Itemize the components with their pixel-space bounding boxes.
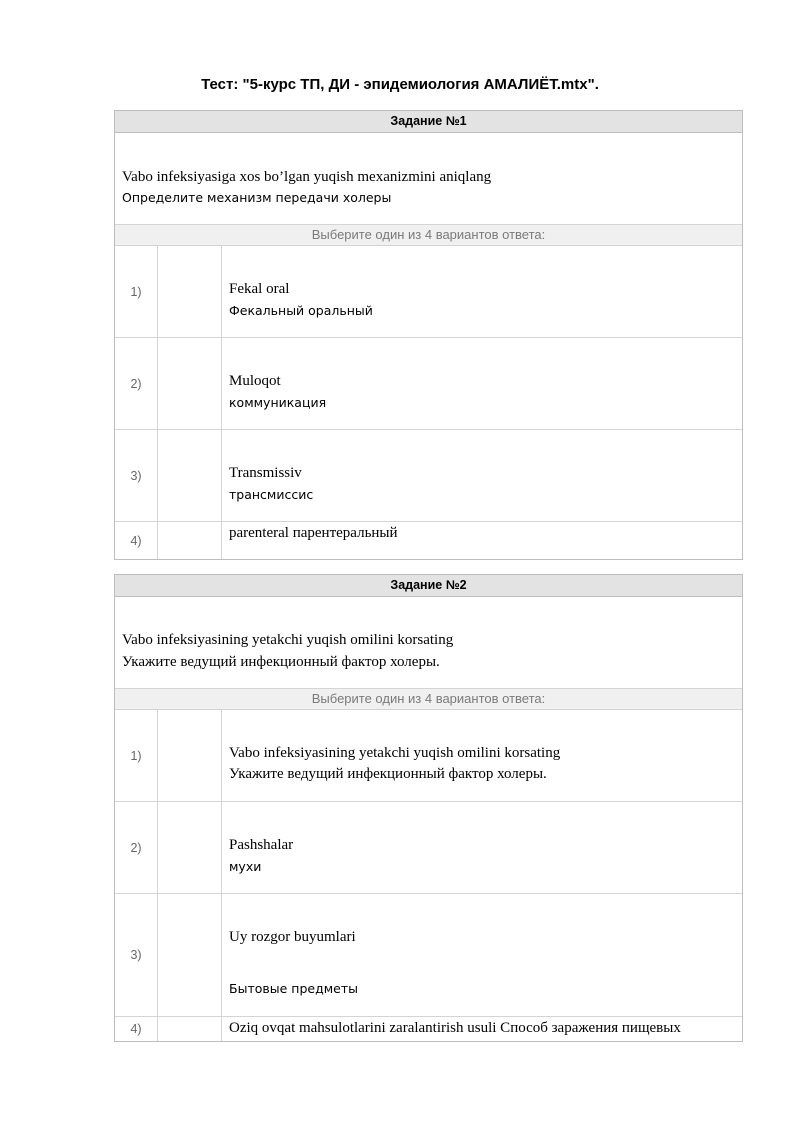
answer-option-4[interactable] — [115, 1017, 742, 1041]
answer-option-3[interactable] — [115, 430, 742, 522]
option-text-uz: Uy rozgor buyumlari — [229, 929, 356, 945]
option-text-uz: parenteral парентеральный — [229, 525, 398, 541]
question-ru: Определите механизм передачи холеры — [122, 190, 392, 205]
option-answer-cell[interactable] — [158, 802, 222, 893]
option-number: 2) — [115, 802, 158, 893]
option-number: 1) — [115, 710, 158, 801]
option-text — [222, 338, 742, 429]
option-text-ru: коммуникация — [229, 395, 327, 410]
option-text — [222, 1017, 742, 1041]
option-text-uz: Vabo infeksiyasining yetakchi yuqish omilini korsating — [229, 745, 561, 761]
option-text — [222, 246, 742, 337]
option-answer-cell[interactable] — [158, 430, 222, 521]
answer-instruction: Выберите один из 4 вариантов ответа: — [115, 689, 742, 710]
task-header: Задание №2 — [115, 575, 742, 597]
option-text — [222, 430, 742, 521]
option-answer-cell[interactable] — [158, 522, 222, 559]
option-text-ru: Бытовые предметы — [229, 981, 358, 996]
option-text-uz: Oziq ovqat mahsulotlarini zaralantirish usuli Способ заражения пищевых — [229, 1020, 681, 1036]
answer-option-1[interactable] — [115, 710, 742, 802]
option-number: 3) — [115, 894, 158, 1016]
option-number: 3) — [115, 430, 158, 521]
answer-option-2[interactable] — [115, 802, 742, 894]
question — [115, 133, 742, 225]
option-text-ru: Фекальный оральный — [229, 303, 373, 318]
option-text — [222, 802, 742, 893]
option-number: 4) — [115, 1017, 158, 1041]
option-text — [222, 710, 742, 801]
answer-instruction: Выберите один из 4 вариантов ответа: — [115, 225, 742, 246]
document-title: Тест: "5-курс ТП, ДИ - эпидемиология АМАЛИЁТ.mtx". — [201, 76, 599, 93]
question-uz: Vabo infeksiyasining yetakchi yuqish omilini korsating — [122, 632, 454, 648]
task-header: Задание №1 — [115, 111, 742, 133]
option-text-ru: Укажите ведущий инфекционный фактор холеры. — [229, 766, 547, 782]
option-text-ru: трансмиссис — [229, 487, 314, 502]
option-text-uz: Pashshalar — [229, 837, 294, 853]
option-answer-cell[interactable] — [158, 246, 222, 337]
option-answer-cell[interactable] — [158, 894, 222, 1016]
option-number: 1) — [115, 246, 158, 337]
answer-option-2[interactable] — [115, 338, 742, 430]
answer-option-4[interactable] — [115, 522, 742, 559]
task-2 — [114, 574, 743, 1042]
task-1 — [114, 110, 743, 560]
option-text — [222, 522, 742, 559]
option-number: 2) — [115, 338, 158, 429]
option-answer-cell[interactable] — [158, 1017, 222, 1041]
question-ru: Укажите ведущий инфекционный фактор холеры. — [122, 654, 440, 670]
option-text-uz: Muloqot — [229, 373, 281, 389]
option-number: 4) — [115, 522, 158, 559]
question-uz: Vabo infeksiyasiga xos bo’lgan yuqish mexanizmini aniqlang — [122, 169, 492, 185]
answer-option-1[interactable] — [115, 246, 742, 338]
option-answer-cell[interactable] — [158, 338, 222, 429]
option-answer-cell[interactable] — [158, 710, 222, 801]
option-text — [222, 894, 742, 1016]
option-text-ru: мухи — [229, 859, 262, 874]
answer-option-3[interactable] — [115, 894, 742, 1017]
option-text-uz: Transmissiv — [229, 465, 302, 481]
question — [115, 597, 742, 689]
option-text-uz: Fekal oral — [229, 281, 290, 297]
